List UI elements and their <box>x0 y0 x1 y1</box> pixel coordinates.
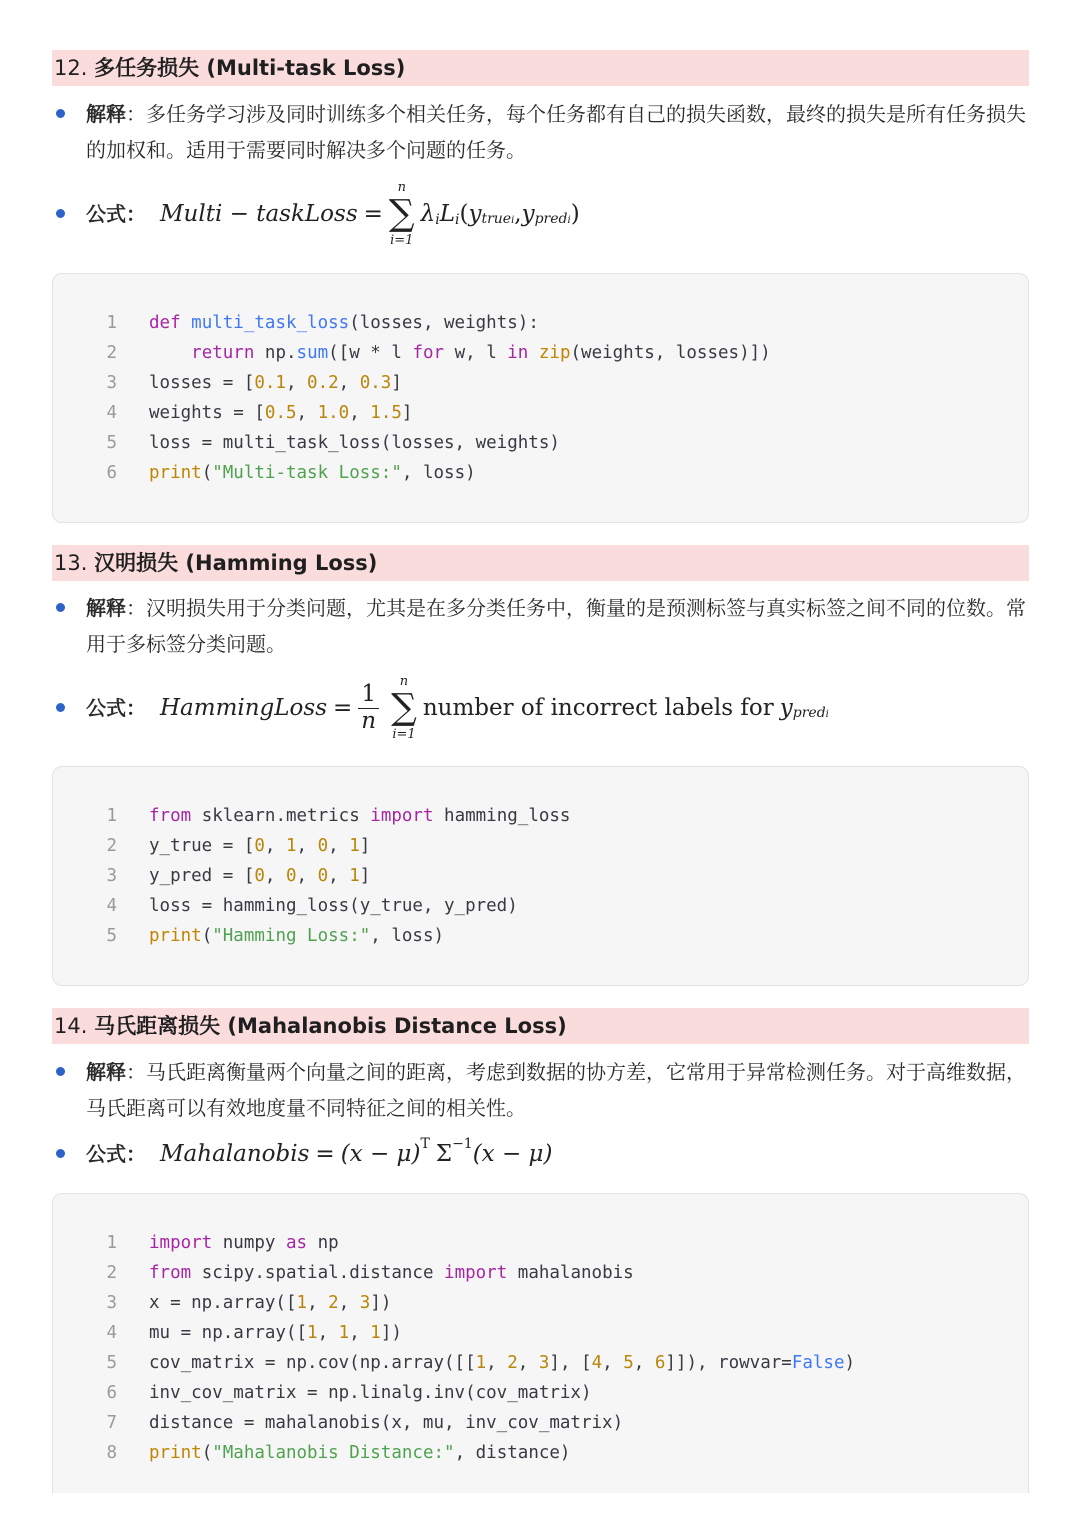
code-block-12 <box>52 273 1029 523</box>
loss-subscript: i <box>454 212 460 228</box>
fraction-numerator: 1 <box>358 682 379 708</box>
section-number: 13. <box>54 551 88 575</box>
code-line <box>53 458 1028 488</box>
code-lines <box>53 308 1028 488</box>
formula-multitask-loss <box>160 181 580 247</box>
code-line <box>53 428 1028 458</box>
code-line <box>53 308 1028 338</box>
formula-text: number of incorrect labels for <box>422 695 774 721</box>
code-text: from sklearn.metrics import hamming_loss <box>149 806 571 826</box>
code-text: cov_matrix = np.cov(np.array([[1, 2, 3], [4, 5, 6]]), rowvar=False) <box>149 1353 856 1373</box>
bullet-dot-icon <box>56 109 65 118</box>
code-line <box>53 891 1028 921</box>
explain-bullet-12 <box>56 96 1026 168</box>
code-line <box>53 1378 1028 1408</box>
code-text: return np.sum([w * l for w, l in zip(weights, losses)]) <box>191 343 771 363</box>
sum-upper-limit: n <box>397 180 406 195</box>
fraction-denominator: n <box>361 707 377 734</box>
code-text: import numpy as np <box>149 1233 339 1253</box>
sigma-symbol: ∑ <box>391 687 417 728</box>
y-pred-subscript: pred <box>534 211 568 227</box>
line-number: 4 <box>106 896 117 916</box>
code-text: print("Hamming Loss:", loss) <box>149 926 445 946</box>
code-line <box>53 1348 1028 1378</box>
line-number: 8 <box>106 1443 117 1463</box>
bullet-dot-icon <box>56 703 65 712</box>
code-line <box>53 1228 1028 1258</box>
section-heading-13 <box>52 545 1029 581</box>
code-block-13 <box>52 766 1029 986</box>
line-number: 3 <box>106 866 117 886</box>
covariance-symbol: Σ <box>435 1141 453 1167</box>
y-pred-symbol: y <box>521 201 535 227</box>
fraction <box>358 682 379 734</box>
section-heading-12 <box>52 50 1029 86</box>
line-number: 1 <box>106 806 117 826</box>
formula-bullet-13 <box>56 670 1026 746</box>
sum-upper-limit: n <box>399 674 409 689</box>
code-line <box>53 398 1028 428</box>
y-pred-subscript: pred <box>792 705 826 721</box>
line-number: 6 <box>106 1383 117 1403</box>
code-text: losses = [0.1, 0.2, 0.3] <box>149 373 402 393</box>
formula-lhs: HammingLoss <box>160 695 328 721</box>
code-block-14 <box>52 1193 1029 1493</box>
y-true-subscript: true <box>481 211 512 227</box>
y-true-symbol: y <box>468 201 482 227</box>
code-text: y_pred = [0, 0, 0, 1] <box>149 866 371 886</box>
code-line <box>53 831 1028 861</box>
y-pred-index: i <box>825 709 829 720</box>
bullet-dot-icon <box>56 209 65 218</box>
equals-sign: = <box>363 201 383 227</box>
code-line <box>53 921 1028 951</box>
code-text: mu = np.array([1, 1, 1]) <box>149 1323 402 1343</box>
code-text: x = np.array([1, 2, 3]) <box>149 1293 392 1313</box>
sum-lower-limit: i=1 <box>390 233 414 248</box>
lambda-subscript: i <box>435 212 440 228</box>
line-number: 3 <box>106 373 117 393</box>
y-pred-symbol: y <box>779 695 793 721</box>
formula-lhs: Multi − taskLoss <box>160 201 358 227</box>
explain-label: 解释 <box>86 1060 126 1084</box>
line-number: 1 <box>106 313 117 333</box>
code-line <box>53 861 1028 891</box>
line-number: 2 <box>106 343 117 363</box>
formula-label: 公式： <box>86 696 146 720</box>
section-title: 马氏距离损失 (Mahalanobis Distance Loss) <box>94 1014 567 1038</box>
code-text: distance = mahalanobis(x, mu, inv_cov_matrix) <box>149 1413 624 1433</box>
code-line <box>53 1408 1028 1438</box>
line-number: 2 <box>106 836 117 856</box>
line-number: 4 <box>106 403 117 423</box>
formula-hamming-loss <box>160 675 829 741</box>
section-title: 汉明损失 (Hamming Loss) <box>94 551 378 575</box>
formula-label: 公式： <box>86 1142 146 1166</box>
code-text: def multi_task_loss(losses, weights): <box>149 313 539 333</box>
summation <box>391 675 417 741</box>
section-number: 14. <box>54 1014 88 1038</box>
explain-bullet-14 <box>56 1054 1026 1126</box>
line-number: 2 <box>106 1263 117 1283</box>
close-paren: ) <box>570 201 580 227</box>
code-text: from scipy.spatial.distance import mahalanobis <box>149 1263 634 1283</box>
explain-text: ：多任务学习涉及同时训练多个相关任务，每个任务都有自己的损失函数，最终的损失是所有任务损失的加权和。适用于需要同时解决多个问题的任务。 <box>86 102 1026 162</box>
code-text: print("Multi-task Loss:", loss) <box>149 463 476 483</box>
loss-symbol: L <box>439 201 455 227</box>
formula-bullet-12 <box>56 176 1026 252</box>
code-line <box>53 338 1028 368</box>
section-number: 12. <box>54 56 88 80</box>
code-text: print("Mahalanobis Distance:", distance) <box>149 1443 571 1463</box>
explain-bullet-13 <box>56 590 1026 662</box>
code-lines <box>53 801 1028 951</box>
code-text: inv_cov_matrix = np.linalg.inv(cov_matrix) <box>149 1383 592 1403</box>
code-text: y_true = [0, 1, 0, 1] <box>149 836 371 856</box>
sum-lower-limit: i=1 <box>392 727 416 742</box>
equals-sign: = <box>333 695 353 721</box>
explain-label: 解释 <box>86 102 126 126</box>
code-line <box>53 801 1028 831</box>
explain-text: ：马氏距离衡量两个向量之间的距离，考虑到数据的协方差，它常用于异常检测任务。对于高维数据，马氏距离可以有效地度量不同特征之间的相关性。 <box>86 1060 1026 1120</box>
section-heading-14 <box>52 1008 1029 1044</box>
inverse-superscript: −1 <box>452 1136 473 1152</box>
line-number: 5 <box>106 433 117 453</box>
section-title: 多任务损失 (Multi-task Loss) <box>94 56 406 80</box>
code-text: weights = [0.5, 1.0, 1.5] <box>149 403 413 423</box>
formula-mahalanobis <box>160 1136 552 1172</box>
y-pred-index: i <box>567 215 571 226</box>
difference-term: (x − μ) <box>340 1141 421 1167</box>
open-paren: ( <box>459 201 469 227</box>
line-number: 5 <box>106 1353 117 1373</box>
explain-label: 解释 <box>86 596 126 620</box>
y-true-index: i <box>511 215 515 226</box>
line-number: 5 <box>106 926 117 946</box>
comma: , <box>514 201 522 227</box>
formula-bullet-14 <box>56 1134 1026 1174</box>
line-number: 6 <box>106 463 117 483</box>
lambda-symbol: λ <box>420 201 436 227</box>
code-line <box>53 1318 1028 1348</box>
code-line <box>53 1258 1028 1288</box>
line-number: 4 <box>106 1323 117 1343</box>
difference-term: (x − μ) <box>472 1141 553 1167</box>
bullet-dot-icon <box>56 1067 65 1076</box>
formula-label: 公式： <box>86 202 146 226</box>
summation <box>389 181 415 247</box>
explain-text: ：汉明损失用于分类问题，尤其是在多分类任务中，衡量的是预测标签与真实标签之间不同的位数。常用于多标签分类问题。 <box>86 596 1026 656</box>
line-number: 7 <box>106 1413 117 1433</box>
code-line <box>53 1438 1028 1468</box>
bullet-dot-icon <box>56 603 65 612</box>
code-text: loss = hamming_loss(y_true, y_pred) <box>149 896 518 916</box>
code-lines <box>53 1228 1028 1468</box>
line-number: 3 <box>106 1293 117 1313</box>
code-line <box>53 1288 1028 1318</box>
sigma-symbol: ∑ <box>388 193 415 234</box>
equals-sign: = <box>315 1141 335 1167</box>
line-number: 1 <box>106 1233 117 1253</box>
code-text: loss = multi_task_loss(losses, weights) <box>149 433 560 453</box>
formula-lhs: Mahalanobis <box>160 1141 310 1167</box>
transpose-superscript: T <box>420 1136 430 1152</box>
bullet-dot-icon <box>56 1149 65 1158</box>
code-line <box>53 368 1028 398</box>
